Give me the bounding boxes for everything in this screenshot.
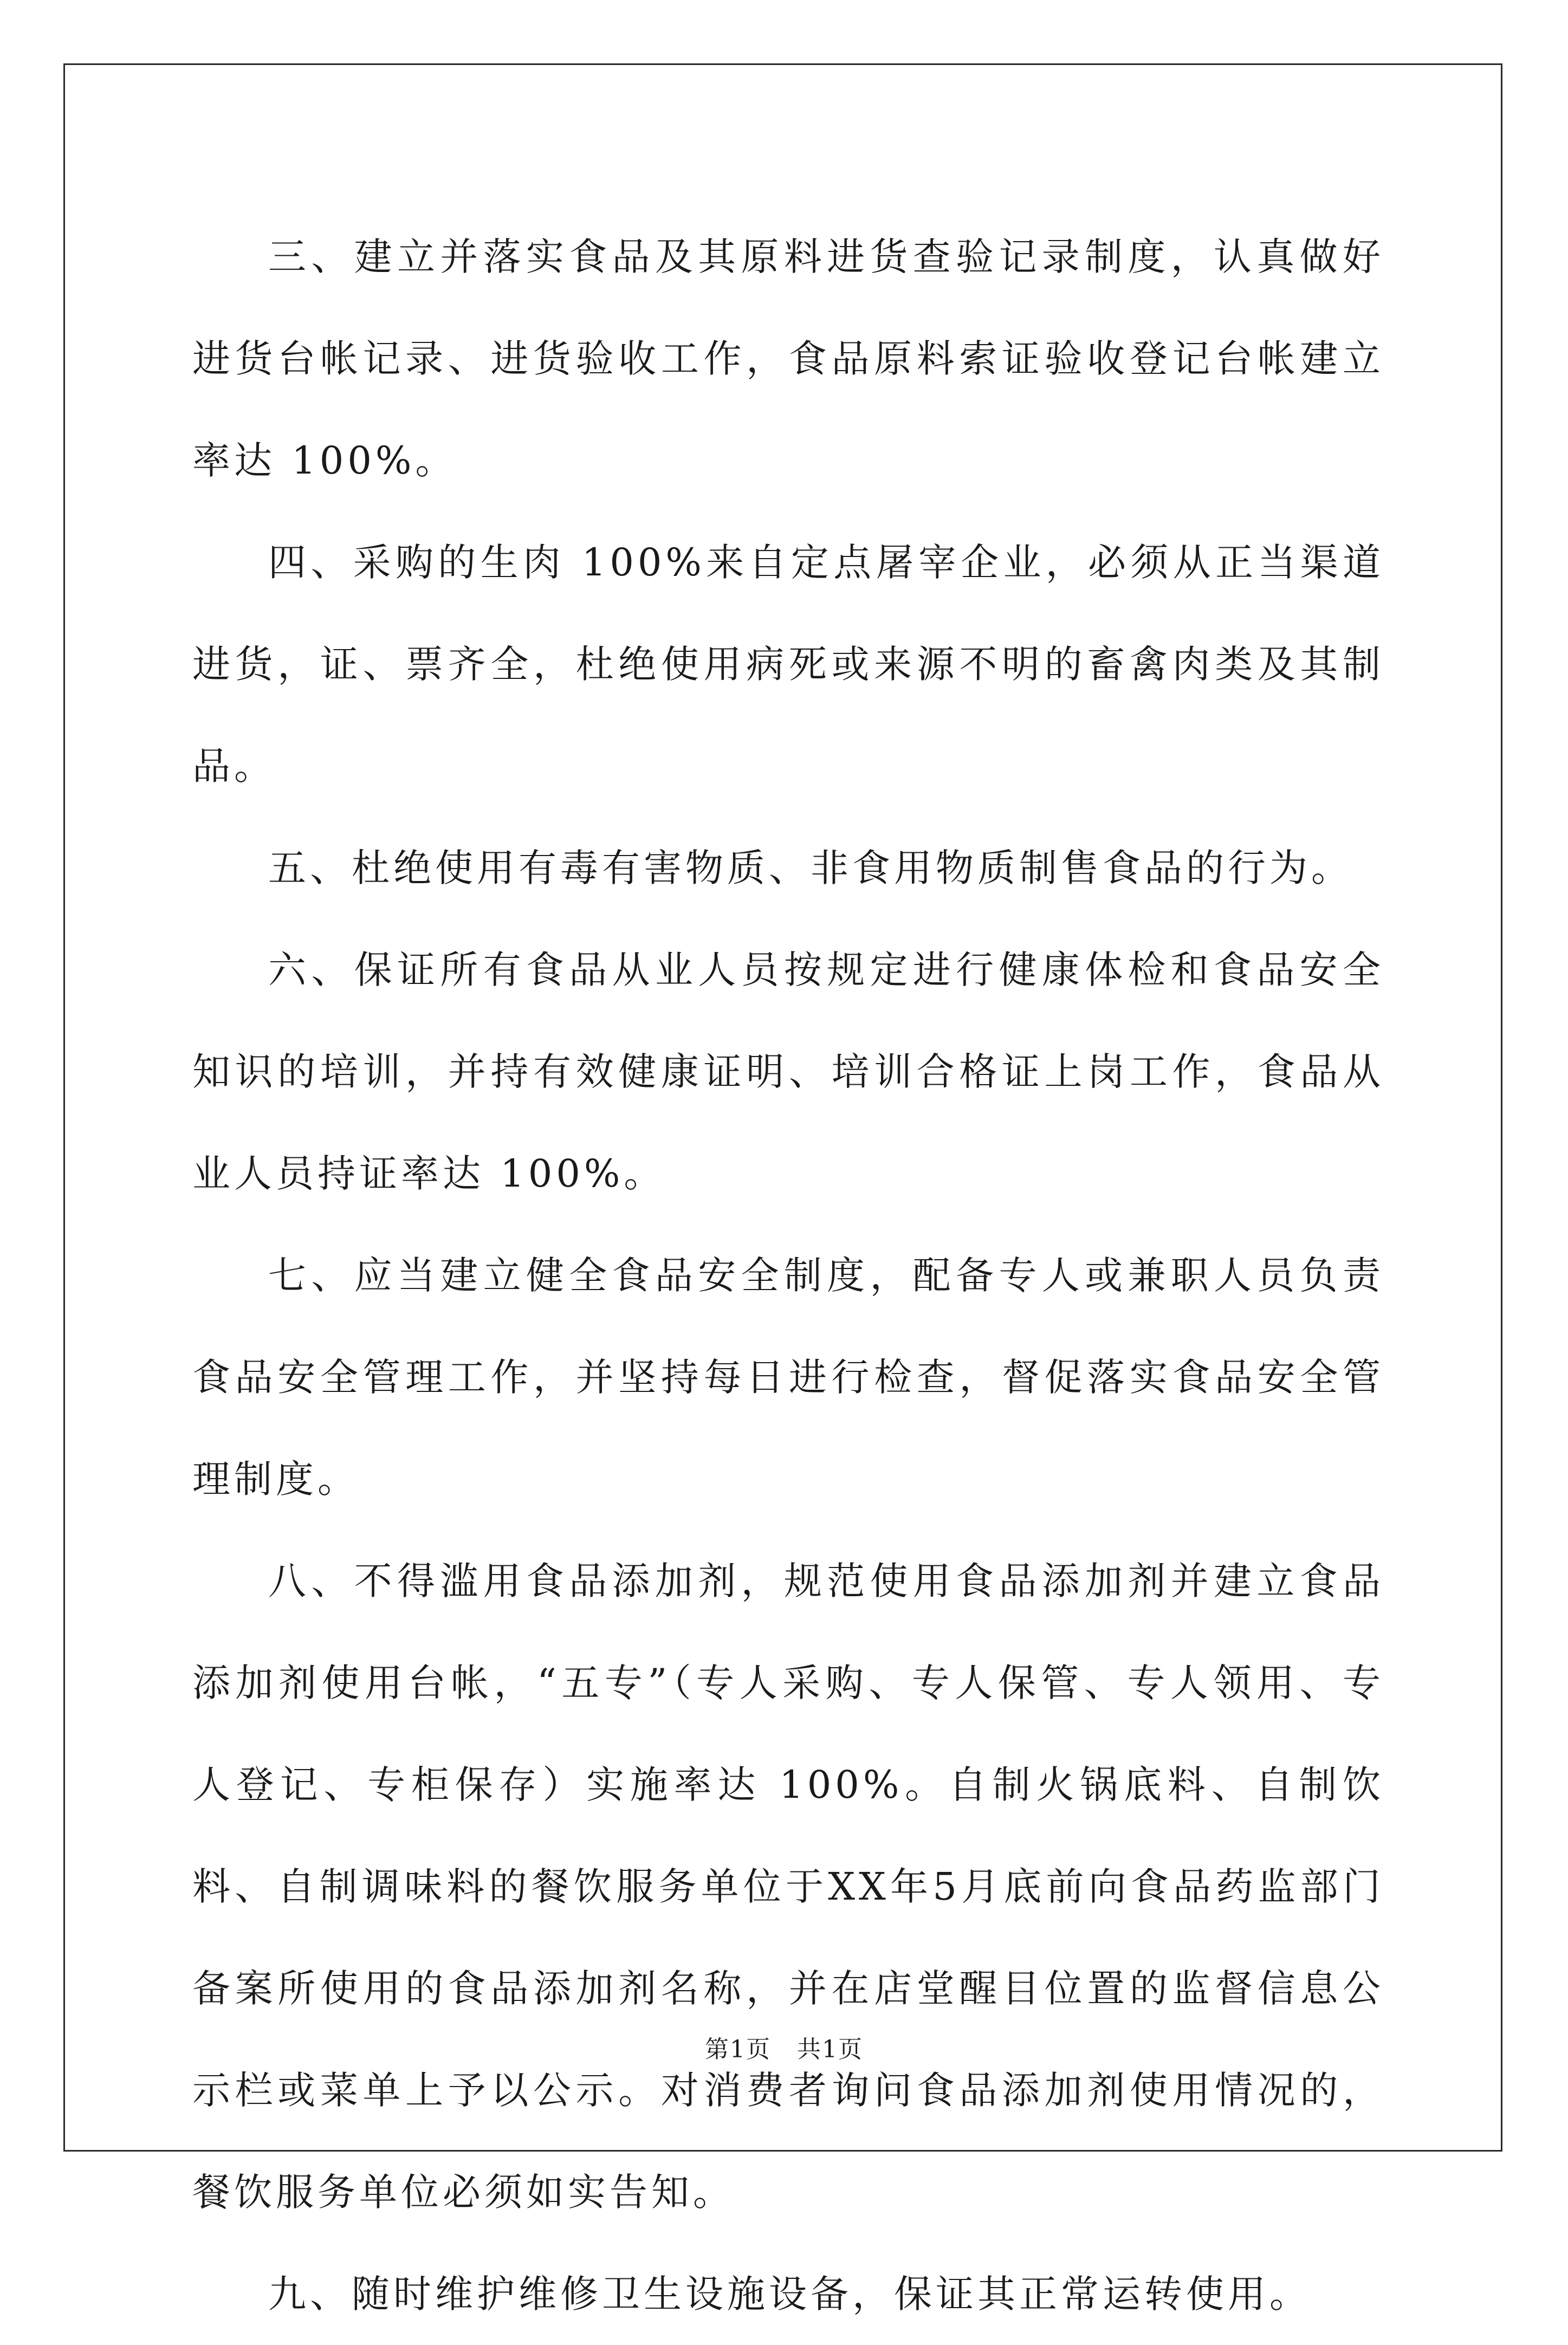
- document-body: [192, 206, 1384, 2345]
- paragraph-9: 九、随时维护维修卫生设施设备，保证其正常运转使用。: [268, 2272, 1311, 2316]
- paragraph-4: 四、采购的生肉 100%来自定点屠宰企业，必须从正当渠道进货，证、票齐全，杜绝使用病死或来源不明的畜禽肉类及其制品。: [192, 540, 1384, 788]
- paragraph-5: 五、杜绝使用有毒有害物质、非食用物质制售食品的行为。: [268, 846, 1353, 890]
- page-number-footer: 第1页 共1页: [705, 2036, 863, 2063]
- paragraph-6: 六、保证所有食品从业人员按规定进行健康体检和食品安全知识的培训，并持有效健康证明、培训合格证上岗工作，食品从业人员持证率达 100%。: [192, 948, 1384, 1196]
- paragraph-8: 八、不得滥用食品添加剂，规范使用食品添加剂并建立食品添加剂使用台帐，“五专”（专人采购、专人保管、专人领用、专人登记、专柜保存）实施率达 100%。自制火锅底料、自制饮料、自制调味料的餐饮服务单位于XX年5月底前向食品药监部门备案所使用的食品添加剂名称，并在店堂醒目位置的监督信息公示栏或菜单上予以公示。对消费者询问食品添加剂使用情况的，餐饮服务单位必须如实告知。: [192, 1559, 1384, 2214]
- paragraph-7: 七、应当建立健全食品安全制度，配备专人或兼职人员负责食品安全管理工作，并坚持每日进行检查，督促落实食品安全管理制度。: [192, 1253, 1384, 1501]
- paragraph-3: 三、建立并落实食品及其原料进货查验记录制度，认真做好进货台帐记录、进货验收工作，食品原料索证验收登记台帐建立率达 100%。: [192, 235, 1384, 483]
